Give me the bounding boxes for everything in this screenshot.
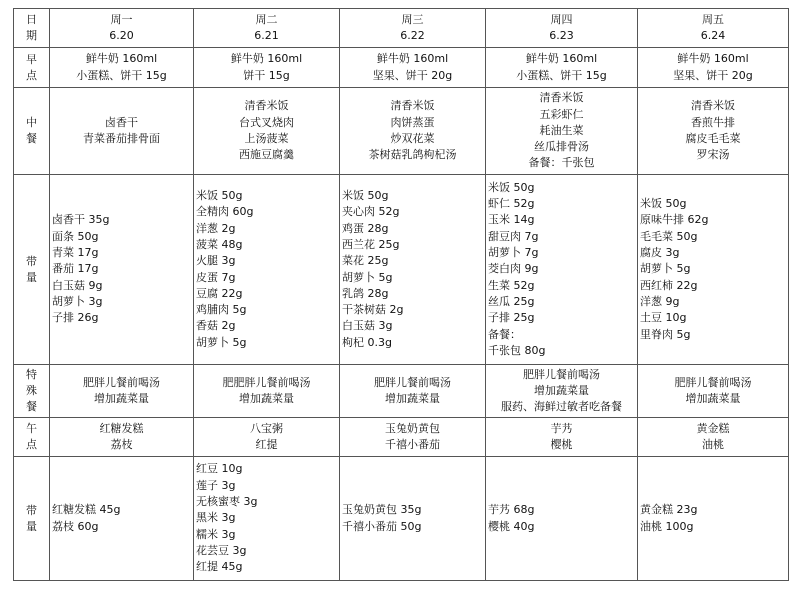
ingredient-line: 土豆 10g (640, 311, 687, 325)
menu-line: 红糖发糕 (99, 421, 144, 435)
ingredient-line: 胡萝卜 5g (342, 270, 393, 284)
ingredient-line: 虾仁 52g (488, 197, 535, 211)
lunch-amount-cell (638, 175, 789, 365)
weekday: 周三 (401, 12, 424, 26)
menu-line: 肥胖儿餐前喝汤 (374, 375, 451, 389)
snack-row (14, 418, 789, 457)
special-cell (50, 365, 194, 418)
day-header (486, 9, 638, 48)
date: 6.22 (400, 29, 425, 42)
ingredient-line: 里脊肉 5g (640, 327, 691, 341)
lunch-cell (486, 88, 638, 175)
menu-line: 鲜牛奶 160ml (525, 52, 598, 66)
row-label-char: 点 (26, 68, 37, 82)
menu-line: 香煎牛排 (691, 115, 735, 129)
menu-line: 八宝粥 (250, 421, 283, 435)
row-label-char: 特 (26, 368, 37, 381)
date: 6.23 (549, 29, 574, 42)
breakfast-cell (638, 48, 789, 88)
menu-line: 五彩虾仁 (539, 107, 584, 121)
row-label-char: 午 (26, 422, 37, 435)
ingredient-line: 米饭 50g (640, 197, 687, 211)
ingredient-line: 腐皮 3g (640, 246, 680, 260)
breakfast-cell (194, 48, 340, 88)
ingredient-line: 黑米 3g (196, 511, 236, 525)
weekly-menu-table (13, 8, 789, 581)
row-label-char: 期 (26, 29, 37, 42)
menu-line: 增加蔬菜量 (94, 392, 149, 405)
ingredient-line: 原味牛排 62g (640, 213, 709, 227)
special-cell (340, 365, 486, 418)
menu-line: 红提 (255, 438, 278, 451)
ingredient-line: 生菜 52g (488, 278, 535, 292)
row-label-char: 餐 (26, 132, 37, 145)
menu-line: 肉饼蒸蛋 (390, 115, 435, 129)
menu-line: 增加蔬菜量 (534, 383, 589, 397)
ingredient-line: 卤香干 35g (52, 213, 110, 227)
snack-amount-cell (486, 457, 638, 581)
row-label-date (14, 9, 50, 48)
ingredient-line: 火腿 3g (196, 254, 236, 268)
menu-line: 耗油生菜 (539, 123, 584, 137)
menu-line: 小蛋糕、饼干 15g (76, 68, 167, 82)
breakfast-cell (50, 48, 194, 88)
breakfast-row (14, 48, 789, 88)
row-label-amount (14, 175, 50, 365)
menu-line: 鲜牛奶 160ml (85, 52, 158, 66)
ingredient-line: 胡萝卜 5g (196, 335, 247, 349)
row-label-snack (14, 418, 50, 457)
ingredient-line: 茭白肉 9g (488, 262, 539, 276)
menu-line: 增加蔬菜量 (239, 392, 294, 405)
ingredient-line: 荔枝 60g (52, 519, 99, 533)
special-cell (638, 365, 789, 418)
menu-line: 坚果、饼干 20g (673, 68, 753, 82)
ingredient-line: 全精肉 60g (196, 205, 254, 219)
menu-line: 肥胖儿餐前喝汤 (523, 367, 600, 381)
special-cell (194, 365, 340, 418)
snack-amount-row (14, 457, 789, 581)
special-meal-row (14, 365, 789, 418)
menu-line: 肥胖儿餐前喝汤 (674, 375, 752, 389)
menu-line: 玉兔奶黄包 (385, 421, 440, 435)
menu-line: 卤香干 (105, 115, 138, 129)
ingredient-line: 糯米 3g (196, 527, 236, 541)
ingredient-line: 子排 25g (488, 311, 535, 325)
ingredient-line: 鸡蛋 28g (342, 221, 389, 235)
snack-cell (638, 418, 789, 457)
menu-line: 鲜牛奶 160ml (230, 52, 303, 66)
ingredient-line: 油桃 100g (640, 519, 694, 533)
ingredient-line: 西兰花 25g (342, 237, 400, 251)
row-label-char: 点 (26, 438, 37, 451)
menu-line: 黄金糕 (696, 421, 730, 435)
row-label-snack-amount (14, 457, 50, 581)
menu-line: 肥胖儿餐前喝汤 (83, 375, 160, 389)
day-header (638, 9, 789, 48)
menu-line: 增加蔬菜量 (685, 392, 741, 405)
special-cell (486, 365, 638, 418)
row-label-breakfast (14, 48, 50, 88)
lunch-amount-row (14, 175, 789, 365)
date: 6.24 (700, 29, 726, 42)
menu-line: 肥肥胖儿餐前喝汤 (222, 375, 311, 389)
snack-amount-cell (638, 457, 789, 581)
snack-cell (194, 418, 340, 457)
menu-line: 鲜牛奶 160ml (677, 52, 749, 66)
snack-amount-cell (340, 457, 486, 581)
menu-line: 清香米饭 (390, 99, 435, 113)
ingredient-line: 米饭 50g (488, 180, 535, 194)
lunch-amount-cell (486, 175, 638, 365)
ingredient-line: 青菜 17g (52, 246, 99, 260)
ingredient-line: 备餐： (488, 327, 521, 341)
date: 6.21 (254, 29, 279, 42)
ingredient-line: 洋葱 2g (196, 221, 236, 235)
day-header (50, 9, 194, 48)
lunch-cell (194, 88, 340, 175)
weekday: 周一 (110, 12, 133, 26)
ingredient-line: 番茄 17g (52, 262, 99, 276)
ingredient-line: 皮蛋 7g (196, 270, 236, 284)
menu-line: 备餐：千张包 (528, 156, 595, 170)
menu-line: 茶树菇乳鸽枸杞汤 (368, 148, 457, 162)
menu-line: 鲜牛奶 160ml (376, 52, 449, 66)
menu-line: 芋艿 (550, 421, 573, 435)
menu-line: 清香米饭 (244, 99, 289, 113)
lunch-row (14, 88, 789, 175)
ingredient-line: 洋葱 9g (640, 294, 680, 308)
menu-line: 丝瓜排骨汤 (534, 140, 589, 154)
row-label-char: 带 (26, 254, 37, 268)
snack-cell (340, 418, 486, 457)
date-row (14, 9, 789, 48)
weekday: 周五 (702, 12, 724, 26)
ingredient-line: 毛毛菜 50g (640, 229, 698, 243)
day-header (194, 9, 340, 48)
ingredient-line: 红糖发糕 45g (52, 503, 121, 517)
ingredient-line: 玉米 14g (488, 213, 535, 227)
ingredient-line: 子排 26g (52, 311, 99, 325)
menu-line: 上汤菠菜 (244, 132, 289, 145)
menu-line: 腐皮毛毛菜 (685, 132, 741, 145)
lunch-cell (340, 88, 486, 175)
weekday: 周四 (550, 12, 573, 26)
ingredient-line: 丝瓜 25g (488, 294, 535, 308)
ingredient-line: 胡萝卜 7g (488, 246, 539, 260)
ingredient-line: 干茶树菇 2g (342, 303, 404, 317)
snack-cell (50, 418, 194, 457)
menu-line: 清香米饭 (691, 99, 735, 113)
ingredient-line: 米饭 50g (342, 189, 389, 203)
menu-line: 饼干 15g (243, 68, 290, 82)
row-label-special (14, 365, 50, 418)
ingredient-line: 香菇 2g (196, 319, 236, 333)
ingredient-line: 无核蜜枣 3g (196, 495, 258, 509)
row-label-char: 餐 (26, 400, 37, 413)
ingredient-line: 玉兔奶黄包 35g (342, 503, 422, 517)
date: 6.20 (109, 29, 134, 42)
ingredient-line: 白玉菇 9g (52, 278, 103, 292)
lunch-cell (50, 88, 194, 175)
row-label-char: 带 (26, 503, 37, 517)
ingredient-line: 西红柿 22g (640, 278, 698, 292)
menu-line: 清香米饭 (539, 91, 584, 105)
day-header (340, 9, 486, 48)
ingredient-line: 菠菜 48g (196, 237, 243, 251)
ingredient-line: 红提 45g (196, 560, 243, 574)
ingredient-line: 红豆 10g (196, 462, 243, 476)
ingredient-line: 黄金糕 23g (640, 503, 698, 517)
lunch-amount-cell (340, 175, 486, 365)
ingredient-line: 夹心肉 52g (342, 205, 400, 219)
row-label-char: 早 (26, 52, 37, 66)
row-label-char: 量 (26, 270, 37, 284)
menu-line: 炒双花菜 (390, 132, 435, 145)
lunch-cell (638, 88, 789, 175)
menu-line: 罗宋汤 (696, 148, 730, 162)
menu-table-wrapper (13, 8, 789, 581)
ingredient-line: 胡萝卜 5g (640, 262, 691, 276)
menu-line: 小蛋糕、饼干 15g (516, 68, 607, 82)
menu-line: 千禧小番茄 (385, 438, 440, 451)
ingredient-line: 乳鸽 28g (342, 286, 389, 300)
ingredient-line: 白玉菇 3g (342, 319, 393, 333)
ingredient-line: 莲子 3g (196, 478, 236, 492)
lunch-amount-cell (194, 175, 340, 365)
breakfast-cell (486, 48, 638, 88)
row-label-lunch (14, 88, 50, 175)
ingredient-line: 樱桃 40g (488, 519, 535, 533)
ingredient-line: 米饭 50g (196, 189, 243, 203)
ingredient-line: 花芸豆 3g (196, 543, 247, 557)
breakfast-cell (340, 48, 486, 88)
weekday: 周二 (255, 12, 278, 26)
menu-line: 青菜番茄排骨面 (83, 132, 160, 145)
menu-line: 增加蔬菜量 (385, 392, 440, 405)
snack-amount-cell (50, 457, 194, 581)
menu-line: 服药、海鲜过敏者吃备餐 (501, 400, 622, 414)
ingredient-line: 豆腐 22g (196, 286, 243, 300)
lunch-amount-cell (50, 175, 194, 365)
row-label-char: 殊 (26, 384, 37, 397)
ingredient-line: 胡萝卜 3g (52, 294, 103, 308)
row-label-char: 日 (26, 13, 37, 26)
ingredient-line: 鸡脯肉 5g (196, 303, 247, 317)
ingredient-line: 千张包 80g (488, 343, 546, 357)
menu-line: 台式叉烧肉 (239, 115, 294, 129)
ingredient-line: 芋艿 68g (488, 503, 535, 517)
snack-cell (486, 418, 638, 457)
menu-line: 樱桃 (550, 438, 573, 451)
menu-line: 荔枝 (110, 438, 133, 451)
menu-line: 坚果、饼干 20g (372, 68, 453, 82)
menu-line: 西施豆腐羹 (239, 148, 294, 162)
ingredient-line: 千禧小番茄 50g (342, 519, 422, 533)
ingredient-line: 甜豆肉 7g (488, 229, 539, 243)
row-label-char: 中 (26, 116, 37, 129)
menu-line: 油桃 (702, 438, 724, 451)
ingredient-line: 菜花 25g (342, 254, 389, 268)
ingredient-line: 面条 50g (52, 229, 99, 243)
ingredient-line: 枸杞 0.3g (342, 335, 392, 349)
row-label-char: 量 (26, 519, 37, 533)
snack-amount-cell (194, 457, 340, 581)
